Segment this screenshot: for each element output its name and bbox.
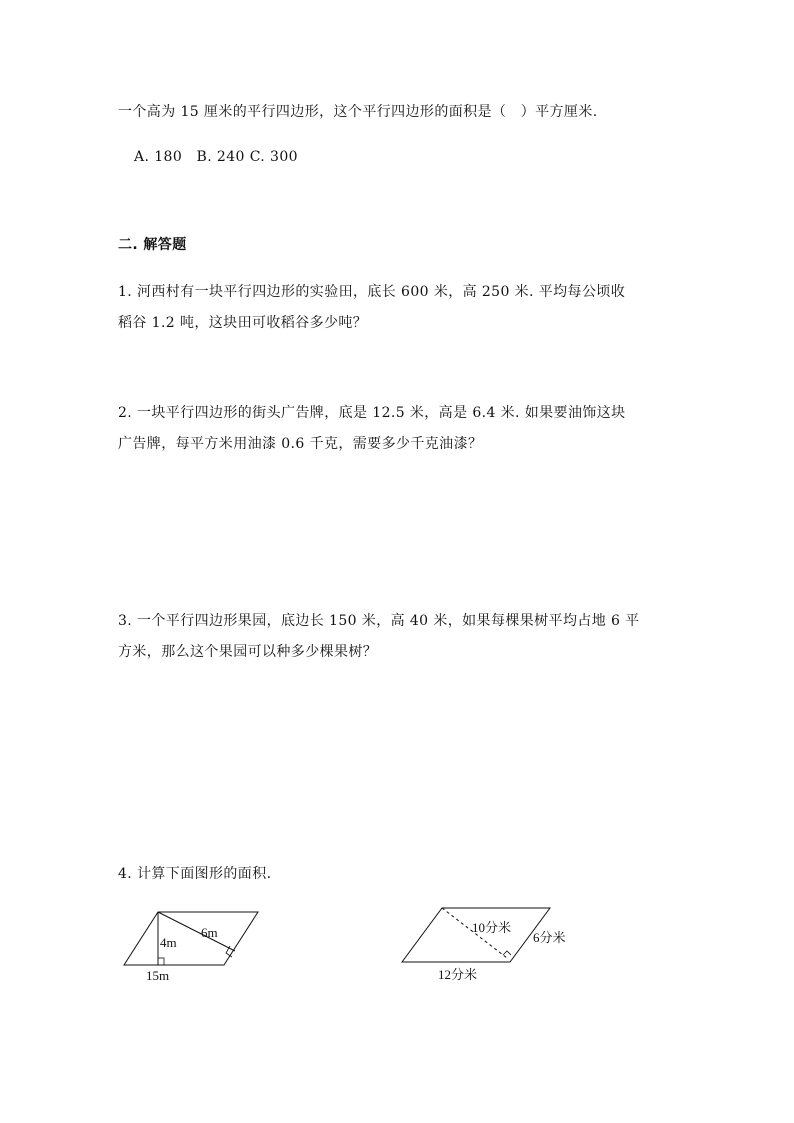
right-angle-mark (503, 951, 511, 955)
base-label: 12分米 (438, 967, 478, 982)
problem-2-line-1: 2. 一块平行四边形的街头广告牌，底是 12.5 米，高是 6.4 米. 如果要油饰这块 (118, 405, 626, 421)
dashed-label: 10分米 (472, 920, 512, 935)
base-label: 15m (146, 968, 170, 983)
problem-2-line-2: 广告牌，每平方米用油漆 0.6 千克，需要多少千克油漆？ (118, 436, 483, 452)
parallelogram-outline (402, 908, 550, 962)
problem-1-line-1: 1. 河西村有一块平行四边形的实验田，底长 600 米，高 250 米. 平均每公顷收 (118, 284, 626, 300)
problem-3-line-2: 方米，那么这个果园可以种多少棵果树？ (118, 644, 378, 660)
problem-1-line-2: 稻谷 1.2 吨，这块田可收稻谷多少吨？ (118, 315, 368, 331)
diagonal-label: 6m (201, 925, 218, 940)
side-label: 6分米 (533, 930, 566, 945)
mc-question-text: 一个高为 15 厘米的平行四边形，这个平行四边形的面积是（ ）平方厘米. (118, 104, 598, 120)
problem-4-line-1: 4. 计算下面图形的面积. (118, 866, 272, 882)
mc-question-options: A. 180 B. 240 C. 300 (134, 149, 298, 165)
height-label: 4m (160, 935, 177, 950)
problem-3-line-1: 3. 一个平行四边形果园，底边长 150 米，高 40 米，如果每棵果树平均占地 6 平 (118, 613, 640, 629)
section-title: 二. 解答题 (118, 237, 187, 253)
